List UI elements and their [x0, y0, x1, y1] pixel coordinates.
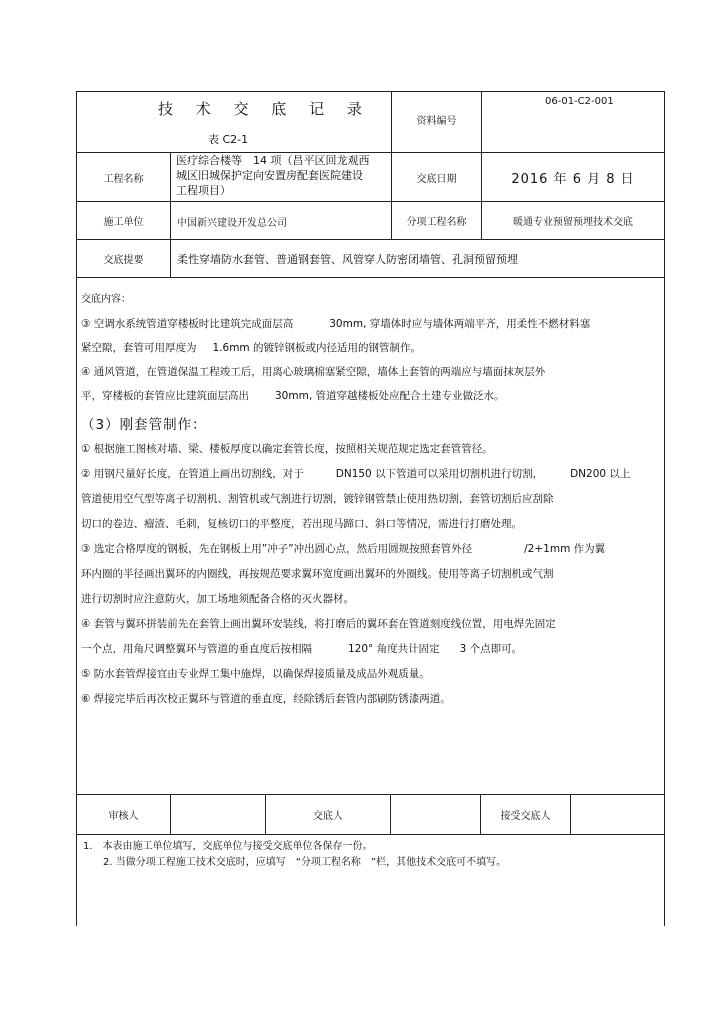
content-text: ③ 选定合格厚度的钢板，先在钢板上用”冲子”冲出圆心点，然后用圆规按照套管外径: [81, 543, 473, 555]
content-text: 管道使用空气型等离子切割机、割管机或气割进行切割，镀锌钢管禁止使用热切割，套管切割后应刮除: [81, 493, 554, 505]
content-line: [81, 516, 522, 531]
content-line: [81, 364, 545, 379]
content-text: ② 用钢尺量好长度，在管道上画出切割线，对于: [81, 468, 304, 480]
content-text: 平，穿楼板的套管应比建筑面层高出: [81, 390, 249, 402]
row-divider: [76, 277, 665, 278]
col-divider: [170, 152, 171, 277]
section-heading: [81, 413, 207, 433]
project-name-line: 医疗综合楼等 14 项（昌平区回龙观西: [176, 154, 370, 167]
content-text: 紧空隙，套管可用厚度为: [81, 342, 197, 354]
content-line: [81, 388, 505, 403]
content-text: 30mm, 管道穿越楼板处应配合土建专业做泛水。: [275, 390, 505, 402]
content-heading: 交底内容：: [81, 294, 131, 305]
content-line: [81, 641, 522, 656]
row-divider: [76, 834, 665, 835]
content-text: 环内圈的半径画出翼环的内圈线，再按规范要求翼环宽度画出翼环的外圈线。使用等离子切割机或气割: [81, 568, 554, 580]
date-label: 交底日期: [416, 173, 457, 185]
note-1: 1. 本表由施工单位填写，交底单位与接受交底单位各保存一份。: [83, 841, 373, 852]
content-text: 1.6mm 的镀锌钢板或内径适用的钢管制作。: [212, 342, 421, 354]
content-line: [81, 616, 556, 631]
content-text: DN200 以上: [570, 468, 631, 480]
table-border-top: [76, 91, 665, 92]
subproject-value: 暖通专业预留预埋技术交底: [513, 217, 633, 228]
content-text: DN150 以下管道可以采用切割机进行切割，: [335, 468, 544, 480]
content-text: 3 个点即可。: [459, 643, 523, 655]
content-text: ③ 空调水系统管道穿楼板时比建筑完成面层高: [81, 318, 294, 330]
form-number: 表 C2-1: [208, 133, 249, 146]
content-text: /2+1mm 作为翼: [524, 543, 606, 555]
content-line: [81, 340, 421, 355]
content-text: ① 根据施工图核对墙、梁、楼板厚度以确定套管长度，按照相关规范规定选定套管管径。: [81, 443, 493, 455]
table-border-right: [664, 91, 665, 926]
content-text: ⑤ 防水套管焊接宜由专业焊工集中施焊，以确保焊接质量及成品外观质量。: [81, 668, 430, 680]
doc-no-label: 资料编号: [416, 115, 457, 127]
date-value: 2016 年 6 月 8 日: [511, 171, 635, 187]
document-title: 技 术 交 底 记 录: [158, 100, 371, 118]
content-line: [81, 591, 354, 606]
col-divider: [390, 794, 391, 834]
note-2: 2. 当做分项工程施工技术交底时，应填写 “分项工程名称 ”栏，其他技术交底可不填写。: [103, 857, 507, 868]
content-text: 进行切割时应注意防火，加工场地须配备合格的灭火器材。: [81, 593, 354, 605]
content-text: 30mm, 穿墙体时应与墙体两端平齐，用柔性不燃材料塞: [329, 318, 591, 330]
summary-label: 交底提要: [103, 255, 144, 266]
content-text: 切口的卷边、瘤渣、毛刺，复核切口的平整度，若出现马蹄口、斜口等情况，需进行打磨处理。: [81, 518, 522, 530]
content-line: [81, 566, 554, 581]
contractor-label: 施工单位: [103, 217, 144, 228]
content-text: （3）刚套管制作：: [81, 417, 207, 433]
content-line: [81, 316, 590, 331]
contractor-value: 中国新兴建设开发总公司: [177, 218, 287, 229]
col-divider: [170, 794, 171, 834]
project-name-line: 工程项目）: [176, 184, 231, 197]
content-line: [81, 491, 554, 506]
project-name-line: 城区旧城保护定向安置房配套医院建设: [176, 169, 363, 182]
content-text: ⑥ 焊接完毕后再次校正翼环与管道的垂直度，经除锈后套管内部刷防锈漆两道。: [81, 693, 451, 705]
reviewer-label: 审核人: [108, 811, 139, 822]
content-text: 一个点，用角尺调整翼环与管道的垂直度后按相隔: [81, 643, 312, 655]
col-divider: [570, 794, 571, 834]
presenter-label: 交底人: [313, 811, 343, 822]
project-name-label: 工程名称: [103, 173, 144, 185]
subproject-label: 分项工程名称: [406, 217, 467, 228]
content-text: ④ 套管与翼环拼装前先在套管上画出翼环安装线，将打磨后的翼环套在管道刻度线位置，用电焊先固定: [81, 618, 556, 630]
receiver-label: 接受交底人: [500, 811, 551, 822]
doc-no-value: 06-01-C2-001: [545, 96, 614, 107]
content-text: 120° 角度共计固定: [348, 643, 440, 655]
content-text: ④ 通风管道，在管道保温工程竣工后，用离心玻璃棉塞紧空隙，墙体上套管的两端应与墙面抹灰层外: [81, 366, 546, 378]
content-line: [81, 466, 630, 481]
project-name-value: [176, 153, 391, 198]
content-line: [81, 441, 493, 456]
summary-value: 柔性穿墙防水套管、普通钢套管、风管穿人防密闭墙管、孔洞预留预埋: [177, 253, 518, 266]
content-line: [81, 541, 605, 556]
content-line: [81, 691, 451, 706]
content-line: [81, 666, 430, 681]
